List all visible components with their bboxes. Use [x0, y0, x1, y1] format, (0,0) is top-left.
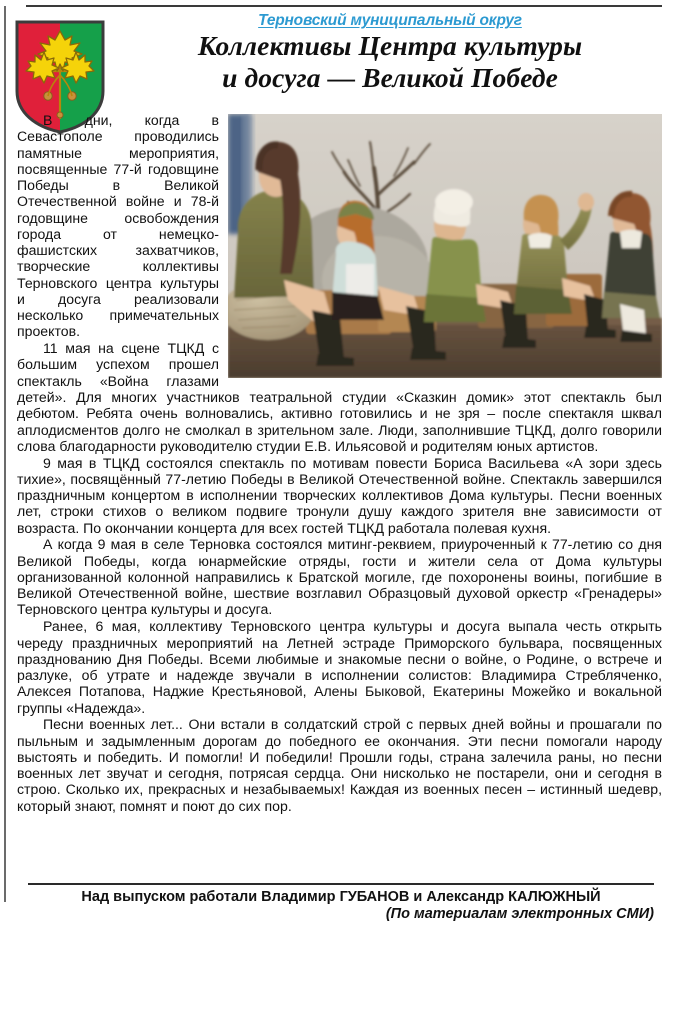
source-credit: (По материалам электронных СМИ) [385, 906, 654, 922]
byline: Над выпуском работали Владимир ГУБАНОВ и Александр КАЛЮЖНЫЙ [81, 889, 601, 905]
article-paragraph: 9 мая в ТЦКД состоялся спектакль по мотивам повести Бориса Васильева «А зори здесь тихие», посвящённый 77-летию Победы в Великой Отечественной войне. Спектакль завершился праздничным концертом в исполнении творческих коллективов Дома культуры. Песни военных лет, строки стихов о великом подвиге тронули душу каждого зрителя вне зависимости от возраста. По окончании концерта для всех гостей ТЦКД работала полевая кухня. [17, 454, 662, 536]
footer-divider-rule [28, 883, 654, 885]
article-paragraph: 11 мая на сцене ТЦКД с большим успехом прошел спектакль «Война глазами детей». Для многих участников театральной студии «Сказкин домик» этот спектакль был дебютом. Ребята очень волновались, активно готовились и не зря – после спектакля шквал аплодисментов долго не смолкал в зрительном зале. Люди, заполнившие ТЦКД, долго говорили слова благодарности руководителю студии Е.В. Ильясовой и родителям юных артистов. [17, 340, 662, 454]
headline-line-2: и досуга — Великой Победе [222, 62, 558, 94]
page-title [110, 30, 670, 94]
article-paragraph: Ранее, 6 мая, коллективу Терновского центра культуры и досуга выпала честь открыть череду праздничных мероприятий на Летней эстраде Приморского бульвара, посвященных празднованию Дня Победы. Всеми любимые и знакомые песни о войне, о Родине, о встрече и разлуке, об утрате и надежде звучали в исполнении солистов: Владимира Стребляченко, Алексея Потапова, Наджие Крестьяновой, Алены Быковой, Екатерины Можейко и вокальной группы «Надежда». [17, 618, 662, 716]
article-paragraph: В дни, когда в Севастополе проводились памятные мероприятия, посвященные 77-й годовщине Победы в Великой Отечественной войне и 78-й годовщине освобождения города от немецко-фашистских захватчиков, творческие коллективы Терновского центра культуры и досуга реализовали несколько примечательных проектов. [17, 112, 219, 340]
headline-line-1: Коллективы Центра культуры [197, 30, 583, 61]
article-paragraph: А когда 9 мая в селе Терновка состоялся митинг-реквием, приуроченный к 77-летию со дня Великой Победы, когда юнармейские отряды, гости и жители села от Дома культуры организованной колонной направились к Братской могиле, где похоронены воины, погибшие в Великой Отечественной войне, шествие возглавил Образцовый духовой оркестр «Гренадеры» Терновского центра культуры и досуга. [17, 536, 662, 618]
section-kicker: Терновский муниципальный округ [258, 12, 522, 29]
stage-performance-photo [228, 114, 662, 378]
left-border-rule [4, 6, 6, 902]
article-paragraph: Песни военных лет... Они встали в солдатский строй с первых дней войны и прошагали по пыльным и задымленным дорогам до победного ее окончания. Эти песни помогали народу выстоять и победить. И помогли! И победили! Прошли годы, страна залечила раны, но песни военных лет звучат и сегодня, потрясая сердца. Они нисколько не постарели, они и сегодня в строю. Сколько их, прекрасных и незабываемых! Каждая из военных песен – истинный шедевр, который знают, помнят и поют до сих пор. [17, 716, 662, 814]
top-divider-rule [26, 5, 662, 7]
article-body [17, 112, 662, 814]
article-photo-container [228, 114, 662, 378]
